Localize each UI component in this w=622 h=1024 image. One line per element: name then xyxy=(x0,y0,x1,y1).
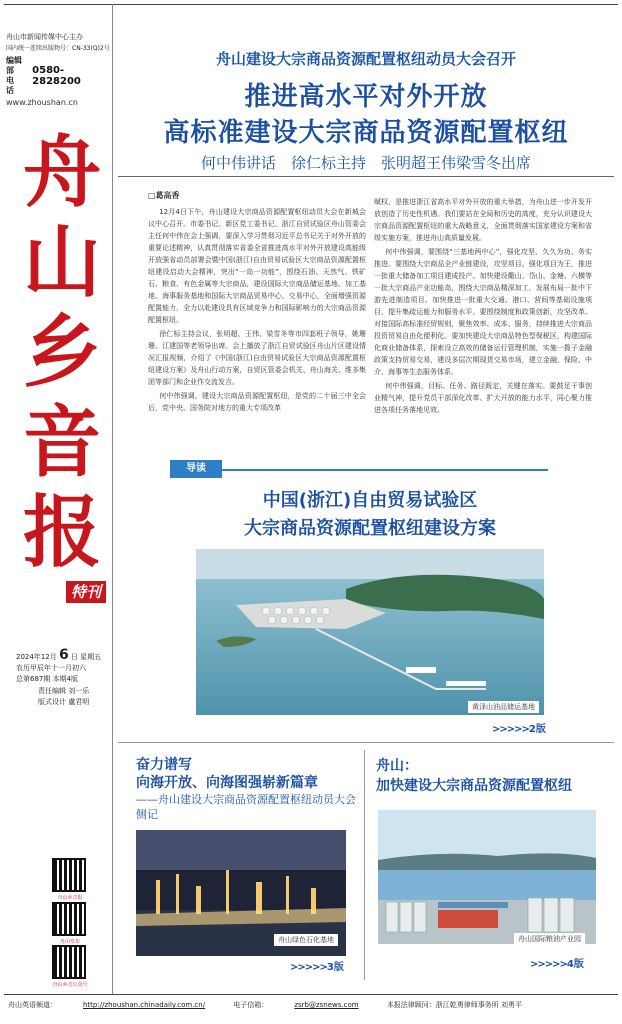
qr-code-icon[interactable] xyxy=(52,902,86,936)
story-right[interactable] xyxy=(376,756,606,796)
guide-title-2[interactable]: 大宗商品资源配置枢纽建设方案 xyxy=(244,518,496,539)
date-block xyxy=(16,647,108,685)
story-right-photo-caption: 舟山国际粮油产业园 xyxy=(514,933,585,945)
paragraph: 何中伟强调，建设大宗商品资源配置枢纽，是党的二十届三中全会后，党中央、国务院对地方的重大专项改革 xyxy=(148,392,366,412)
lunar-date: 农历甲辰年十一月初六 xyxy=(16,664,86,672)
editor-name: 刘一乐 xyxy=(68,687,90,695)
article-column-2 xyxy=(374,196,592,456)
title-char: 舟 xyxy=(22,127,101,218)
dept-label: 编辑部 xyxy=(6,56,22,75)
page-ref: 4版 xyxy=(566,959,584,970)
story-right-title-2: 加快建设大宗商品资源配置枢纽 xyxy=(376,778,572,794)
byline: □葛高香 xyxy=(148,191,180,200)
outer-top-rule xyxy=(4,4,618,5)
title-char: 报 xyxy=(22,487,101,578)
lower-divider xyxy=(364,750,365,980)
paragraph: 何中伟强调，目标、任务、路径既定，关键在落实。要鼓足干事创业精气神，提升党员干部深化改革、扩大开放的能力水平，同心聚力推进各项任务落地见效。 xyxy=(374,382,592,414)
qr-caption: 舟山发布 xyxy=(59,939,80,945)
oil-storage-base-photo xyxy=(196,549,544,715)
contact-block xyxy=(6,56,110,96)
guide-photo-caption: 黄泽山油品储运基地 xyxy=(468,701,539,713)
issue-number: 总第687期 本期4版 xyxy=(16,675,79,683)
lead-headline-1: 推进高水平对外开放 xyxy=(244,82,488,112)
lead-headline-2: 高标准建设大宗商品资源配置枢纽 xyxy=(163,118,569,148)
lower-rule xyxy=(118,742,614,743)
masthead-divider xyxy=(112,4,113,994)
lead-kicker: 舟山建设大宗商品资源配置枢纽动员大会召开 xyxy=(215,50,516,68)
qr-code-icon[interactable] xyxy=(52,858,86,892)
website: www.zhoushan.cn xyxy=(6,98,78,107)
story-left-photo-caption: 舟山绿色石化基地 xyxy=(274,934,338,946)
phone-label: 电 话 xyxy=(6,76,22,95)
license-number: 国内统一连续出版物号：CN-33(Q)2号 xyxy=(6,45,110,52)
guide-title-1[interactable]: 中国(浙江)自由贸易试验区 xyxy=(262,490,478,511)
see-page-4-link[interactable] xyxy=(530,955,584,970)
phone-number: 0580-2828200 xyxy=(32,65,81,87)
special-edition-badge: 特刊 xyxy=(66,581,106,603)
designer-name: 盧君明 xyxy=(68,698,90,706)
title-char: 山 xyxy=(22,217,101,308)
guide-rule xyxy=(222,469,548,471)
page-ref: 2版 xyxy=(528,724,546,735)
title-char: 乡 xyxy=(22,307,101,398)
date: 2024年12月 xyxy=(16,653,57,661)
qr-caption: 舟山乡音报 xyxy=(57,895,83,901)
weekday: 日 星期五 xyxy=(70,653,102,661)
email-label: 电子信箱： xyxy=(233,1001,269,1009)
qr-caption: 舟山乡音公众号 xyxy=(52,982,88,988)
chevron-right-icon: >>>>> xyxy=(492,724,529,735)
web-link[interactable]: http://zhoushan.chinadaily.com.cn/ xyxy=(83,1001,206,1009)
story-left-title-2: 向海开放、向海图强崭新篇章 xyxy=(136,775,318,791)
aerial-port-illustration xyxy=(196,549,544,715)
day: 6 xyxy=(58,647,69,663)
paragraph: 赋权，是推进浙江省高水平对外开放的重大举措，为舟山进一步开发开放创造了历史性机遇。我们要站在全局和历史的高度，充分认识建设大宗商品资源配置枢纽的重大战略意义，全面贯彻落实国家建设方案和省级实施方案，推进舟山高质量发展。 xyxy=(374,198,592,242)
sponsor: 舟山市新闻传媒中心主办 xyxy=(6,33,83,41)
editor-block xyxy=(38,686,110,708)
article-column-1 xyxy=(148,206,366,456)
newspaper-title xyxy=(14,128,110,578)
harbor-silo-illustration xyxy=(378,810,596,944)
guide-tag: 导读 xyxy=(170,460,222,478)
chevron-right-icon: >>>>> xyxy=(290,962,327,973)
paragraph: 徐仁标主持会议，张明超、王伟、梁雪冬等市四套班子领导，姚珊珊、江建国等老领导出席。会上播放了浙江自贸试验区舟山片区建设情况汇报视频，介绍了《中国(浙江)自由贸易试验区大宗商品资源配置枢纽建设方案》及舟山行动方案，自贸区管委会机关、舟山海关、维多集团等部门和企业作交流发言。 xyxy=(148,330,366,386)
story-left-title-1: 奋力谱写 xyxy=(136,757,192,773)
lead-subhead: 何中伟讲话 徐仁标主持 张明超王伟梁雪冬出席 xyxy=(200,154,531,172)
page-ref: 3版 xyxy=(326,962,344,973)
paragraph: 何中伟强调，要围绕“三基地两中心”，强化攻坚、久久为功、务实推进。要围绕大宗商品全产业链建设，攻坚项目。强化项目为王，推进一批重大储备加工项目建成投产。加快建设衢山、岱山、金塘、六横等一批大宗商品产业功能岛，围绕大宗商品精深加工，发展布局一批中下游先进制造项目。加快推进一批重大交通、港口、营间等基础设施项目，提升集疏运能力和服务水平。要围绕制度和政策创新，攻坚改革。对接国际高标准经贸规则，聚焦效率、成本、服务，持续推进大宗商品投资贸易自由化便利化。要加快建设大宗商品特色型保税区，构建国际化商业储备体系，探索设立高效的储备运行管理机制，实施一揽子金融政策支持贸易交易，建设多层次期现货交易市场，建立金融、保险、中介、海事等生态服务体系。 xyxy=(374,248,592,376)
qr-code-icon[interactable] xyxy=(52,945,86,979)
story-left-subtitle: ——舟山建设大宗商品资源配置枢纽动员大会侧记 xyxy=(136,793,356,821)
see-page-3-link[interactable] xyxy=(290,958,344,973)
paragraph: 12月4日下午，舟山建设大宗商品资源配置枢纽动员大会在新城会议中心召开。市委书记、新区党工委书记、浙江自贸试验区舟山管委会主任何中伟在会上强调，要深入学习贯彻习近平总书记关于对外开放的重要论述精神，认真贯彻落实省委全省推进高水平对外开放建设高能级开放强省动员部署会暨中国(浙江)自由贸易试验区大宗商品资源配置枢纽建设启动大会精神，突出“一岛一功能”，围绕石油、天然气、铁矿石、粮食、有色金属等大宗商品，建设国际大宗商品储运基地、加工基地、海事服务基地和国际大宗商品贸易中心、交易中心，全面增强资源配置能力，全力以赴建设具有区域竞争力和国际影响力的大宗商品资源配置枢纽。 xyxy=(148,208,366,324)
title-char: 音 xyxy=(22,397,101,488)
grain-park-photo xyxy=(378,810,596,944)
web-label: 舟山英语频道： xyxy=(8,1001,57,1009)
design-label: 版式设计 xyxy=(38,698,66,706)
editor-label: 责任编辑 xyxy=(38,687,66,695)
see-page-2-link[interactable] xyxy=(492,720,546,735)
email-link[interactable]: zsrb@zsnews.com xyxy=(294,1001,359,1009)
header-rule xyxy=(118,176,614,177)
footer xyxy=(8,1000,614,1010)
legal-advisor: 本报法律顾问：浙江乾勇律师事务所 刘勇平 xyxy=(386,1001,523,1009)
chevron-right-icon: >>>>> xyxy=(530,959,567,970)
story-left[interactable] xyxy=(136,756,356,822)
story-right-title-1: 舟山： xyxy=(376,758,418,774)
